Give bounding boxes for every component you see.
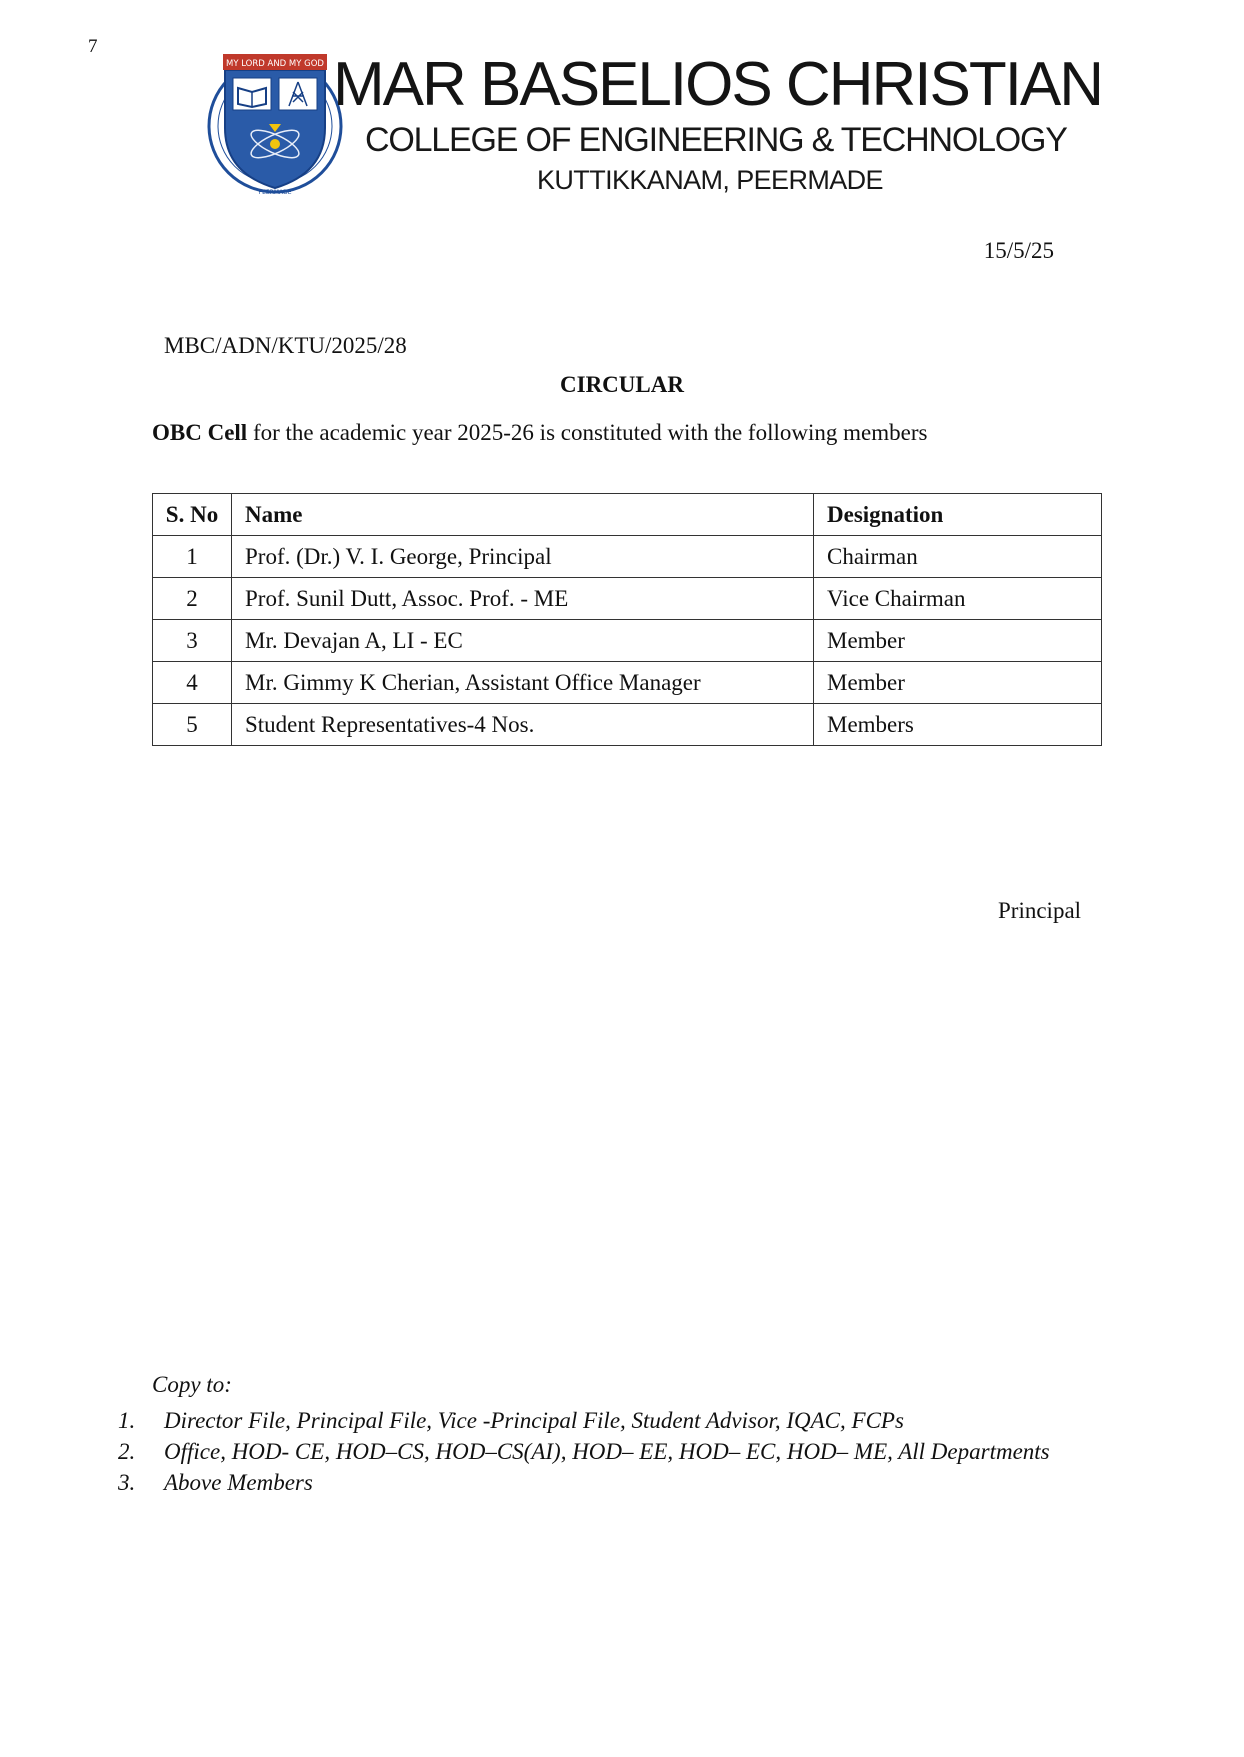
- document-title: CIRCULAR: [560, 372, 684, 397]
- table-row: [153, 578, 1102, 620]
- svg-text:PEERMADE: PEERMADE: [258, 189, 292, 196]
- cell-sno: 3: [153, 620, 232, 662]
- list-item-number: 1.: [118, 1408, 136, 1433]
- members-table: [152, 493, 1102, 746]
- letterhead: [205, 48, 1103, 203]
- list-item: [118, 1467, 1050, 1498]
- copy-to-label: Copy to:: [152, 1372, 232, 1397]
- list-item-number: 3.: [118, 1470, 136, 1495]
- cell-name: Student Representatives-4 Nos.: [232, 704, 814, 746]
- cell-name: Prof. Sunil Dutt, Assoc. Prof. - ME: [232, 578, 814, 620]
- cell-designation: Chairman: [814, 536, 1102, 578]
- cell-sno: 4: [153, 662, 232, 704]
- header-name: Name: [232, 494, 814, 536]
- circular-date: 15/5/25: [983, 238, 1054, 263]
- cell-designation: Vice Chairman: [814, 578, 1102, 620]
- list-item: [118, 1405, 1050, 1436]
- page-number: 7: [88, 36, 98, 57]
- list-item-text: Office, HOD- CE, HOD–CS, HOD–CS(AI), HOD– EE, HOD– EC, HOD– ME, All Departments: [164, 1439, 1050, 1464]
- college-crest-logo: [205, 48, 345, 198]
- intro-paragraph: [152, 420, 927, 446]
- svg-text:MY LORD AND MY GOD: MY LORD AND MY GOD: [226, 59, 324, 69]
- list-item: [118, 1436, 1050, 1467]
- list-item-number: 2.: [118, 1439, 136, 1464]
- cell-designation: Member: [814, 662, 1102, 704]
- cell-name: Mr. Gimmy K Cherian, Assistant Office Manager: [232, 662, 814, 704]
- table-row: [153, 620, 1102, 662]
- college-subtitle: COLLEGE OF ENGINEERING & TECHNOLOGY: [365, 121, 1067, 159]
- table-row: [153, 662, 1102, 704]
- list-item-text: Above Members: [164, 1470, 313, 1495]
- header-designation: Designation: [814, 494, 1102, 536]
- intro-text: for the academic year 2025-26 is constituted with the following members: [247, 420, 928, 445]
- cell-name: Mr. Devajan A, LI - EC: [232, 620, 814, 662]
- copy-to-list: [118, 1405, 1050, 1498]
- table-row: [153, 536, 1102, 578]
- cell-name: Prof. (Dr.) V. I. George, Principal: [232, 536, 814, 578]
- intro-bold-term: OBC Cell: [152, 420, 248, 445]
- cell-sno: 1: [153, 536, 232, 578]
- college-name: MAR BASELIOS CHRISTIAN: [333, 50, 1103, 119]
- table-header-row: [153, 494, 1102, 536]
- cell-designation: Members: [814, 704, 1102, 746]
- table-row: [153, 704, 1102, 746]
- cell-sno: 5: [153, 704, 232, 746]
- cell-sno: 2: [153, 578, 232, 620]
- signatory: Principal: [998, 898, 1082, 923]
- list-item-text: Director File, Principal File, Vice -Principal File, Student Advisor, IQAC, FCPs: [164, 1408, 904, 1433]
- college-location: KUTTIKKANAM, PEERMADE: [537, 165, 883, 195]
- cell-designation: Member: [814, 620, 1102, 662]
- reference-number: MBC/ADN/KTU/2025/28: [164, 333, 407, 358]
- header-sno: S. No: [153, 494, 232, 536]
